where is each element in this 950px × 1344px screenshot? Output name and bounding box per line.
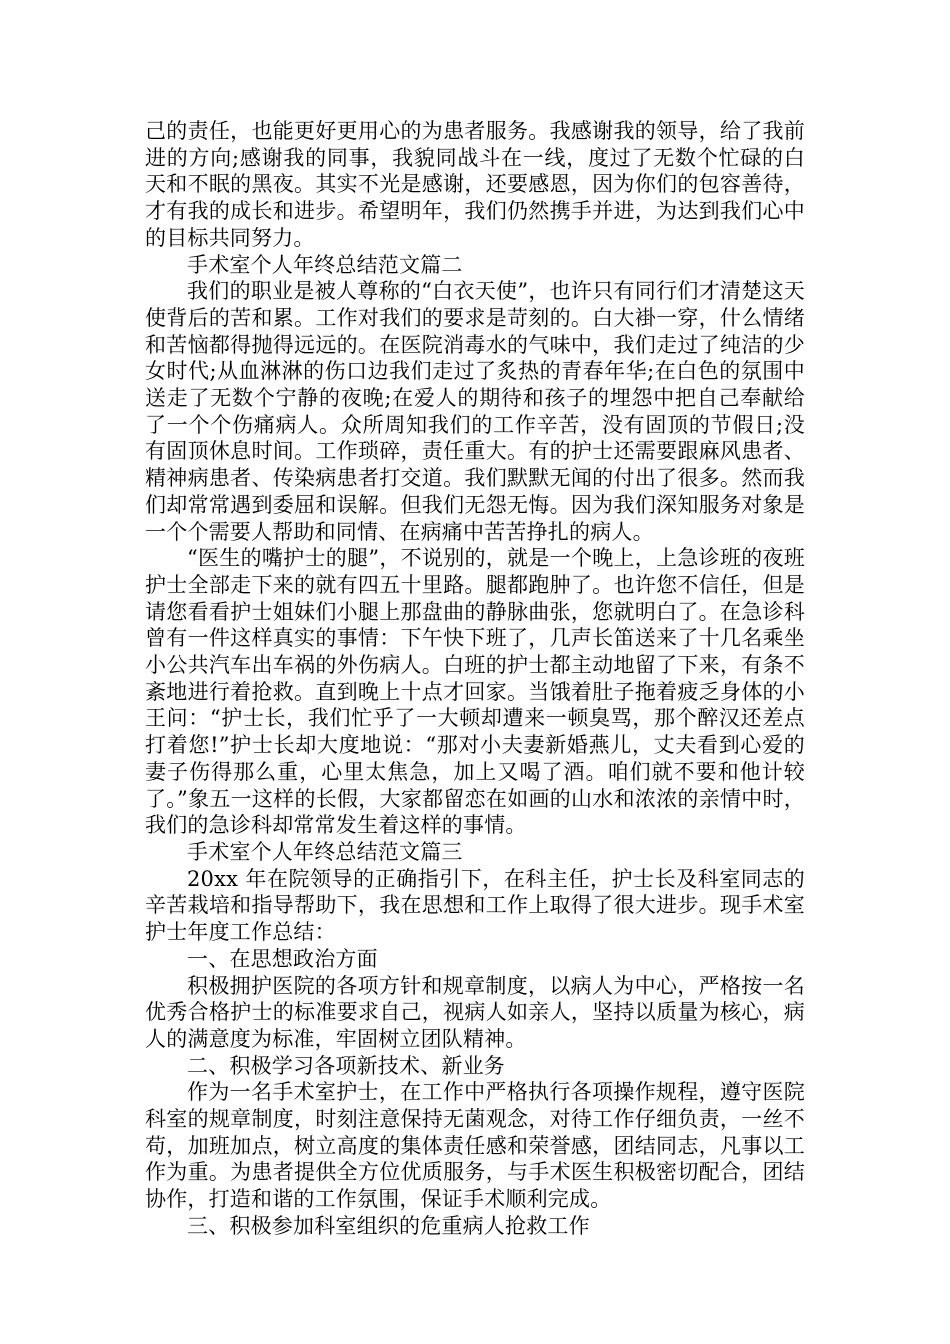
paragraph: 20xx 年在院领导的正确指引下，在科主任，护士长及科室同志的辛苦栽培和指导帮助下，我在思想和工作上取得了很大进步。现手术室护士年度工作总结： xyxy=(145,866,805,945)
subheading-3: 三、积极参加科室组织的危重病人抢救工作 xyxy=(187,1213,590,1238)
subheading-1: 一、在思想政治方面 xyxy=(187,946,378,971)
section-heading-2: 手术室个人年终总结范文篇二 xyxy=(187,252,463,277)
subheading-2: 二、积极学习各项新技术、新业务 xyxy=(187,1053,505,1078)
paragraph-continued: 己的责任，也能更好更用心的为患者服务。我感谢我的领导，给了我前进的方向;感谢我的同事，我貌同战斗在一线，度过了无数个忙碌的白天和不眠的黑夜。其实不光是感谢，还要感恩，因为你们的包容善待，才有我的成长和进步。希望明年，我们仍然携手并进，为达到我们心中的目标共同努力。 xyxy=(145,119,805,250)
paragraph: 积极拥护医院的各项方针和规章制度，以病人为中心，严格按一名优秀合格护士的标准要求自己，视病人如亲人，坚持以质量为核心，病人的满意度为标准，牢固树立团队精神。 xyxy=(145,973,805,1051)
section-heading-3: 手术室个人年终总结范文篇三 xyxy=(187,839,463,864)
document-page xyxy=(145,118,805,1240)
paragraph: 作为一名手术室护士，在工作中严格执行各项操作规程，遵守医院科室的规章制度，时刻注意保持无菌观念，对待工作仔细负责，一丝不苟，加班加点，树立高度的集体责任感和荣誉感，团结同志，凡事以工作为重。为患者提供全方位优质服务，与手术医生积极密切配合，团结协作，打造和谐的工作氛围，保证手术顺利完成。 xyxy=(145,1080,805,1212)
paragraph: “医生的嘴护士的腿”，不说别的，就是一个晚上，上急诊班的夜班护士全部走下来的就有四五十里路。腿都跑肿了。也许您不信任，但是请您看看护士姐妹们小腿上那盘曲的静脉曲张，您就明白了。在急诊科曾有一件这样真实的事情：下午快下班了，几声长笛送来了十几名乘坐小公共汽车出车祸的外伤病人。白班的护士都主动地留了下来，有条不紊地进行着抢救。直到晚上十点才回家。当饿着肚子拖着疲乏身体的小王问：“护士长，我们忙乎了一大顿却遭来一顿臭骂，那个醉汉还差点打着您!”护士长却大度地说：“那对小夫妻新婚燕儿，丈夫看到心爱的妻子伤得那么重，心里太焦急，加上又喝了酒。咱们就不要和他计较了。”象五一这样的长假，大家都留恋在如画的山水和浓浓的亲情中时，我们的急诊科却常常发生着这样的事情。 xyxy=(145,546,805,838)
paragraph: 我们的职业是被人尊称的“白衣天使”，也许只有同行们才清楚这天使背后的苦和累。工作对我们的要求是苛刻的。白大褂一穿，什么情绪和苦恼都得抛得远远的。在医院消毒水的气味中，我们走过了纯洁的少女时代;从血淋淋的伤口边我们走过了炙热的青春年华;在白色的氛围中送走了无数个宁静的夜晚;在爱人的期待和孩子的埋怨中把自己奉献给了一个个伤痛病人。众所周知我们的工作辛苦，没有固顶的节假日;没有固顶休息时间。工作琐碎，责任重大。有的护士还需要跟麻风患者、精神病患者、传染病患者打交道。我们默默无闻的付出了很多。然而我们却常常遇到委屈和误解。但我们无怨无悔。因为我们深知服务对象是一个个需要人帮助和同情、在病痛中苦苦挣扎的病人。 xyxy=(145,279,805,544)
